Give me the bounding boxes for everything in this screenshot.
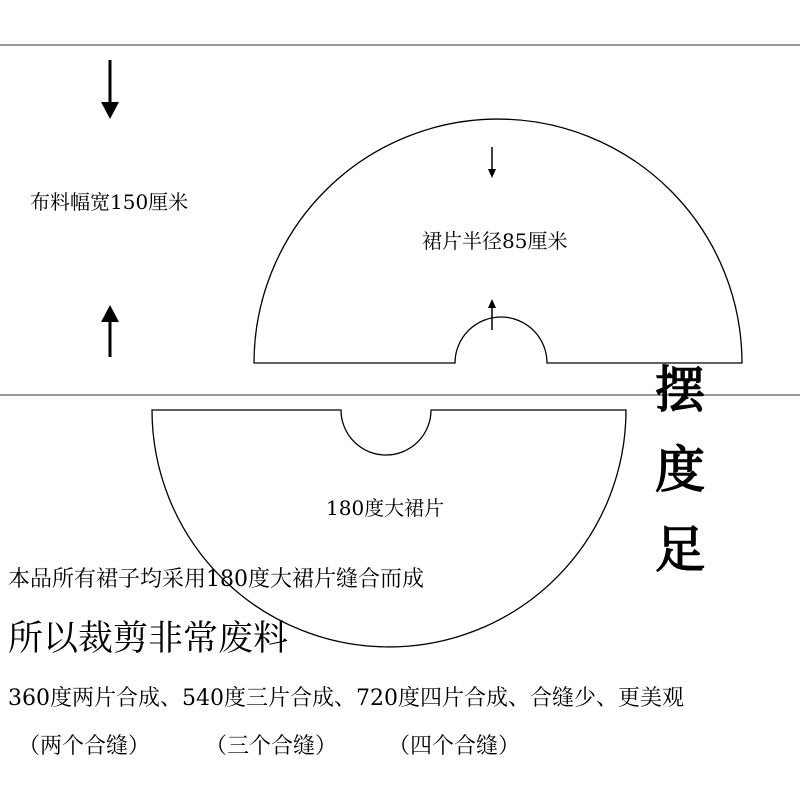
sweep-char: 度	[655, 440, 705, 499]
seam-note: （四个合缝）	[388, 734, 521, 759]
full-sweep-vertical-text	[655, 350, 715, 590]
lower-skirt-piece	[152, 410, 626, 647]
seam-note: （三个合缝）	[205, 734, 338, 759]
radius-arrow-up-icon	[488, 299, 496, 330]
width-arrow-down-icon	[101, 60, 119, 119]
construction-note: 本品所有裙子均采用180度大裙片缝合而成	[8, 567, 424, 592]
fabric-waste-headline: 所以裁剪非常废料	[8, 619, 289, 659]
radius-arrow-down-icon	[488, 147, 496, 178]
sweep-char: 摆	[655, 360, 705, 419]
skirt-piece-label: 180度大裙片	[326, 496, 445, 520]
sweep-char: 足	[655, 520, 705, 579]
construction-options: 360度两片合成、540度三片合成、720度四片合成、合缝少、更美观	[8, 686, 684, 711]
fabric-width-label: 布料幅宽150厘米	[30, 190, 189, 214]
width-arrow-up-icon	[101, 305, 119, 357]
seam-note: （两个合缝）	[18, 734, 151, 759]
skirt-radius-label: 裙片半径85厘米	[422, 229, 568, 253]
